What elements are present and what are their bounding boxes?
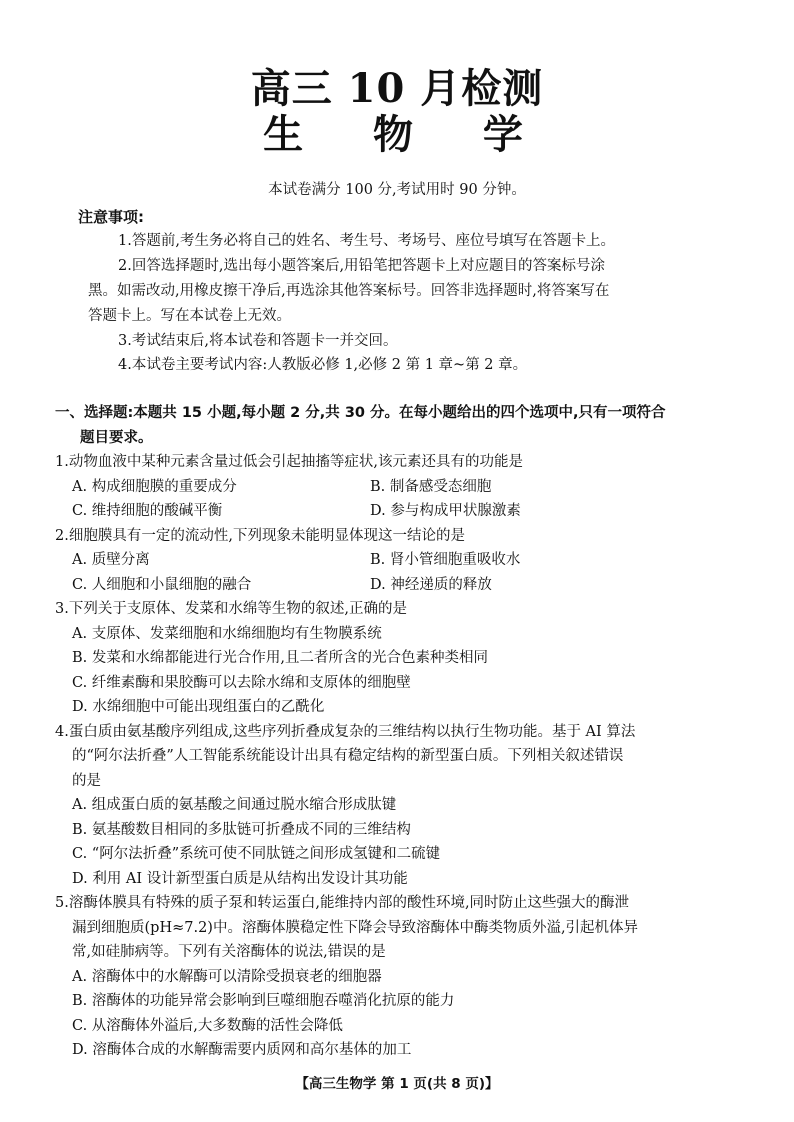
- question-4-option-a: A. 组成蛋白质的氨基酸之间通过脱水缩合形成肽键: [72, 797, 397, 813]
- question-5-stem-2: 漏到细胞质(pH≈7.2)中。溶酶体膜稳定性下降会导致溶酶体中酶类物质外溢,引起机体异: [72, 920, 639, 936]
- question-5-option-c: C. 从溶酶体外溢后,大多数酶的活性会降低: [72, 1018, 343, 1034]
- question-5-option-b: B. 溶酶体的功能异常会影响到巨噬细胞吞噬消化抗原的能力: [72, 993, 455, 1009]
- notice-heading: 注意事项:: [78, 208, 144, 226]
- question-2-option-c: C. 人细胞和小鼠细胞的融合: [72, 577, 252, 593]
- question-3-option-a: A. 支原体、发菜细胞和水绵细胞均有生物膜系统: [72, 626, 382, 642]
- notice-line-4: 答题卡上。写在本试卷上无效。: [88, 308, 291, 324]
- question-3-option-c: C. 纤维素酶和果胶酶可以去除水绵和支原体的细胞壁: [72, 675, 411, 691]
- question-2-option-d: D. 神经递质的释放: [370, 577, 492, 593]
- exam-title: 高三 10 月检测: [250, 65, 544, 112]
- question-5-stem-1: 5.溶酶体膜具有特殊的质子泵和转运蛋白,能维持内部的酸性环境,同时防止这些强大的酶泄: [55, 895, 630, 911]
- question-2-option-b: B. 肾小管细胞重吸收水: [370, 552, 521, 568]
- notice-line-3: 黑。如需改动,用橡皮擦干净后,再选涂其他答案标号。回答非选择题时,将答案写在: [88, 283, 610, 299]
- question-5-stem-3: 常,如硅肺病等。下列有关溶酶体的说法,错误的是: [72, 944, 386, 960]
- question-3-option-d: D. 水绵细胞中可能出现组蛋白的乙酰化: [72, 699, 325, 715]
- question-4-stem-1: 4.蛋白质由氨基酸序列组成,这些序列折叠成复杂的三维结构以执行生物功能。基于 AI 算法: [55, 724, 636, 740]
- question-4-stem-2: 的“阿尔法折叠”人工智能系统能设计出具有稳定结构的新型蛋白质。下列相关叙述错误: [72, 748, 624, 764]
- question-3-stem: 3.下列关于支原体、发菜和水绵等生物的叙述,正确的是: [55, 601, 407, 617]
- exam-info: 本试卷满分 100 分,考试用时 90 分钟。: [268, 182, 526, 198]
- question-1-option-b: B. 制备感受态细胞: [370, 479, 492, 495]
- question-1-option-d: D. 参与构成甲状腺激素: [370, 503, 521, 519]
- question-3-option-b: B. 发菜和水绵都能进行光合作用,且二者所含的光合色素种类相同: [72, 650, 488, 666]
- question-1-option-a: A. 构成细胞膜的重要成分: [72, 479, 237, 495]
- question-2-stem: 2.细胞膜具有一定的流动性,下列现象未能明显体现这一结论的是: [55, 528, 465, 544]
- notice-line-1: 1.答题前,考生务必将自己的姓名、考生号、考场号、座位号填写在答题卡上。: [118, 233, 615, 249]
- subject-title: 生 物 学: [263, 111, 551, 158]
- section-heading-2: 题目要求。: [80, 430, 153, 446]
- question-1-stem: 1.动物血液中某种元素含量过低会引起抽搐等症状,该元素还具有的功能是: [55, 454, 523, 470]
- question-4-option-d: D. 利用 AI 设计新型蛋白质是从结构出发设计其功能: [72, 871, 408, 887]
- notice-line-6: 4.本试卷主要考试内容:人教版必修 1,必修 2 第 1 章~第 2 章。: [118, 357, 528, 373]
- notice-line-2: 2.回答选择题时,选出每小题答案后,用铅笔把答题卡上对应题目的答案标号涂: [118, 258, 606, 274]
- page-footer: 【高三生物学 第 1 页(共 8 页)】: [295, 1076, 499, 1092]
- question-4-option-b: B. 氨基酸数目相同的多肽链可折叠成不同的三维结构: [72, 822, 411, 838]
- question-4-option-c: C. “阿尔法折叠”系统可使不同肽链之间形成氢键和二硫键: [72, 846, 441, 862]
- section-heading-1: 一、选择题:本题共 15 小题,每小题 2 分,共 30 分。在每小题给出的四个选项中,只有一项符合: [55, 405, 666, 421]
- question-2-option-a: A. 质壁分离: [72, 552, 150, 568]
- question-5-option-a: A. 溶酶体中的水解酶可以清除受损衰老的细胞器: [72, 969, 382, 985]
- question-1-option-c: C. 维持细胞的酸碱平衡: [72, 503, 223, 519]
- question-4-stem-3: 的是: [72, 773, 101, 789]
- notice-line-5: 3.考试结束后,将本试卷和答题卡一并交回。: [118, 333, 398, 349]
- question-5-option-d: D. 溶酶体合成的水解酶需要内质网和高尔基体的加工: [72, 1042, 412, 1058]
